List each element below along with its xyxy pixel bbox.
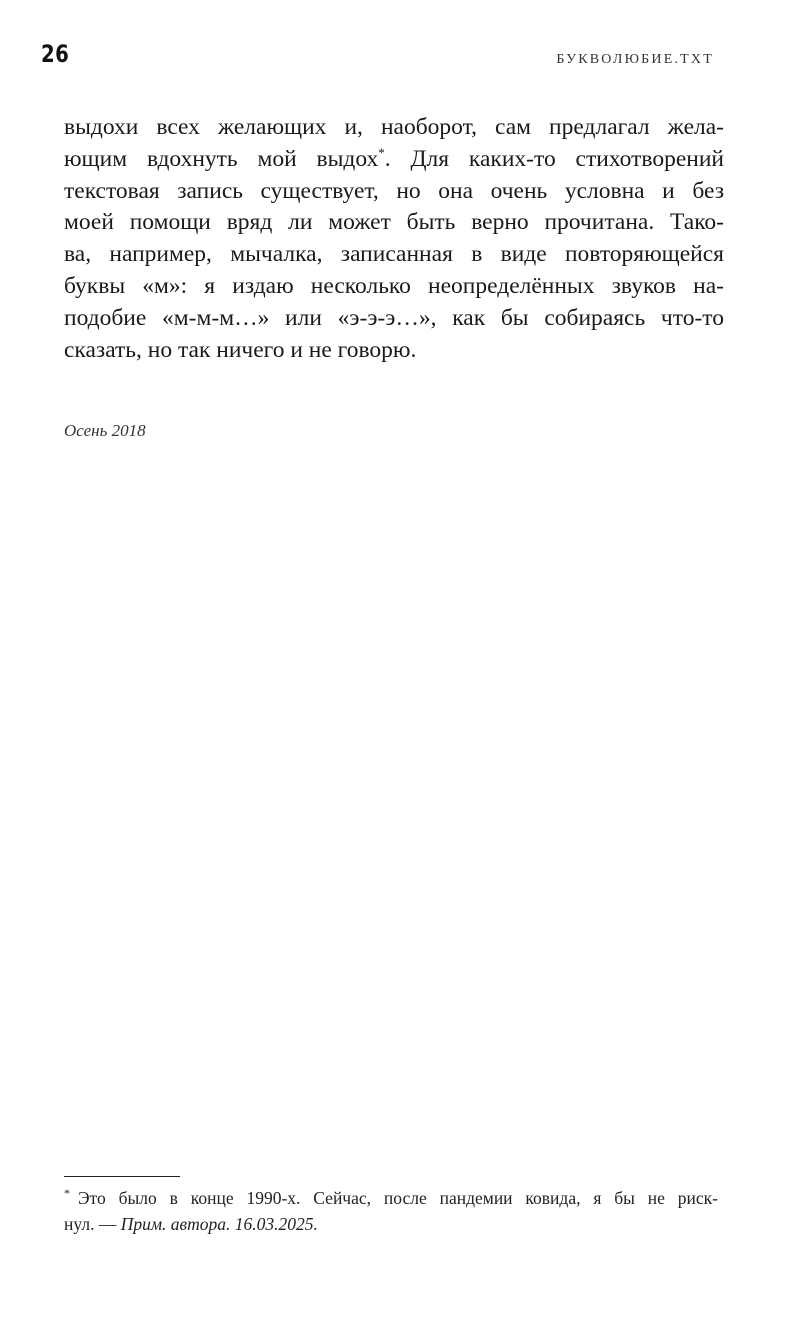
text-fragment: ющим вдохнуть мой выдох bbox=[64, 145, 379, 172]
text-line: сказать, но так ничего и не говорю. bbox=[64, 336, 417, 363]
footnote bbox=[64, 1185, 718, 1237]
footnote-author-note: Прим. автора. 16.03.2025. bbox=[120, 1214, 318, 1234]
text-line: буквы «м»: я издаю несколько неопределённых звуков на- bbox=[64, 272, 724, 299]
date-signature: Осень 2018 bbox=[64, 421, 146, 440]
footnote-divider bbox=[64, 1176, 180, 1177]
text-fragment: . Для каких-то стихотворений bbox=[384, 145, 724, 172]
text-line: выдохи всех желающих и, наоборот, сам предлагал жела- bbox=[64, 114, 724, 140]
footnote-text: Это было в конце 1990-х. Сейчас, после пандемии ковида, я бы не риск- bbox=[78, 1188, 718, 1208]
footnote-text: нул. — bbox=[64, 1214, 121, 1234]
main-text bbox=[64, 112, 724, 366]
footnote-marker: * bbox=[378, 144, 385, 160]
page-number: 26 bbox=[41, 40, 70, 68]
text-line: ва, например, мычалка, записанная в виде повторяющейся bbox=[64, 241, 724, 268]
footnote-line bbox=[64, 1211, 718, 1237]
footnote-line bbox=[64, 1185, 718, 1211]
text-line: подобие «м-м-м…» или «э-э-э…», как бы собираясь что-то bbox=[64, 304, 724, 331]
running-title: БУКВОЛЮБИЕ.ТХТ bbox=[556, 52, 714, 67]
text-line: моей помощи вряд ли может быть верно прочитана. Тако- bbox=[64, 209, 724, 236]
text-line: текстовая запись существует, но она очень условна и без bbox=[64, 177, 724, 204]
text-line bbox=[64, 144, 724, 176]
footnote-marker: * bbox=[64, 1186, 70, 1200]
